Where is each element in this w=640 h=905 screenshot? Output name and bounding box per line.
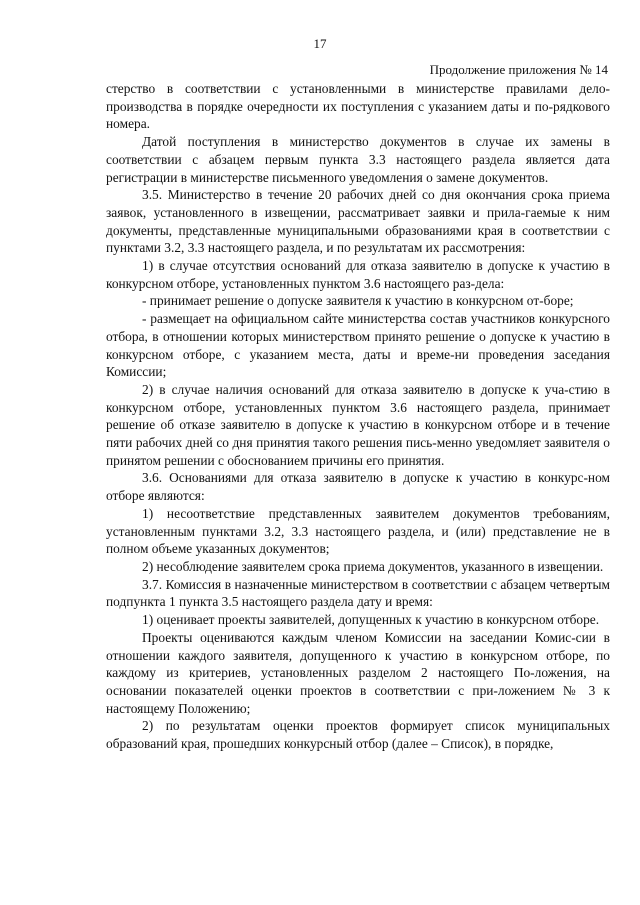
document-body (106, 80, 610, 753)
appendix-continuation-header: Продолжение приложения № 14 (429, 62, 608, 77)
paragraph: Датой поступления в министерство документов в случае их замены в соответствии с абзацем первым пункта 3.3 настоящего раздела является дата регистрации в министерстве письменного уведомления о замене документов. (106, 134, 610, 185)
paragraph: - размещает на официальном сайте министерства состав участников конкурсного отбора, в отношении которых министерством принято решение о допуске к участию в конкурсном отборе, с указанием места, даты и време-ни проведения заседания Комиссии; (106, 311, 610, 380)
paragraph: - принимает решение о допуске заявителя к участию в конкурсном от-боре; (142, 293, 574, 309)
paragraph: 2) несоблюдение заявителем срока приема документов, указанного в извещении. (142, 558, 604, 574)
paragraph: Проекты оцениваются каждым членом Комиссии на заседании Комис-сии в отношении каждого заявителя, допущенного к участию в конкурсном отборе, по каждому из критериев, установленных разделом 2 настоящего По-ложения, на основании показателей оценки проектов в соответствии с при-ложением № 3 к настоящему Положению; (106, 629, 610, 716)
paragraph: 3.7. Комиссия в назначенные министерством в соответствии с абзацем четвертым подпункта 1 пункта 3.5 настоящего раздела дату и время: (106, 576, 610, 610)
page-number: 17 (313, 36, 327, 51)
paragraph: 2) по результатам оценки проектов формирует список муниципальных образований края, прошедших конкурсный отбор (далее – Список), в порядке, (106, 718, 610, 752)
paragraph: 1) в случае отсутствия оснований для отказа заявителю в допуске к участию в конкурсном отборе, установленных пунктом 3.6 настоящего раз-дела: (106, 258, 610, 291)
paragraph: 3.5. Министерство в течение 20 рабочих дней со дня окончания срока приема заявок, установленного в извещении, рассматривает заявки и прила-гаемые к ним документы, представленные муниципальными образованиями края в соответствии с пунктами 3.2, 3.3 настоящего раздела, и по результатам их рассмотрения: (106, 187, 610, 256)
paragraph: 1) оценивает проекты заявителей, допущенных к участию в конкурсном отборе. (142, 612, 600, 628)
paragraph: стерство в соответствии с установленными в министерстве правилами дело-производства в порядке очередности их поступления с указанием даты и по-рядкового номера. (106, 81, 610, 132)
paragraph: 3.6. Основаниями для отказа заявителю в допуске к участию в конкурс-ном отборе являются: (106, 470, 610, 504)
paragraph: 2) в случае наличия оснований для отказа заявителю в допуске к уча-стию в конкурсном отборе, установленных пунктом 3.6 настоящего раздела, принимает решение об отказе заявителю в допуске к участию в конкурсном отборе и в течение пяти рабочих дней со дня принятия такого решения пись-менно уведомляет заявителя о принятом решении с обоснованием причины его принятия. (106, 381, 610, 468)
paragraph: 1) несоответствие представленных заявителем документов требованиям, установленным пунктами 3.2, 3.3 настоящего раздела, и (или) представление не в полном объеме указанных документов; (106, 505, 610, 557)
